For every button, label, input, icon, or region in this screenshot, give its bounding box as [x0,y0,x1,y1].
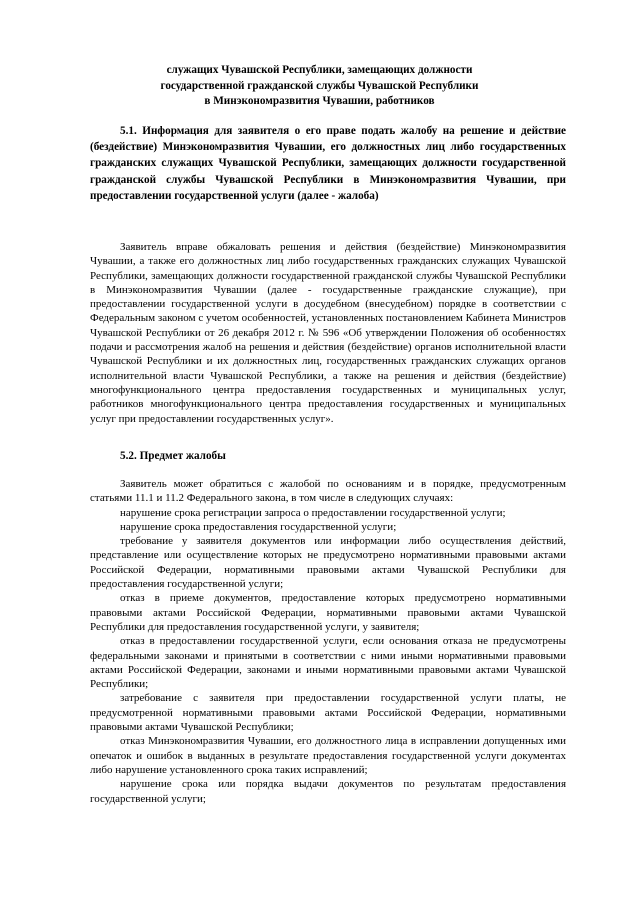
list-item: отказ Минэкономразвития Чувашии, его должностного лица в исправлении допущенных ими опечаток и ошибок в выданных в результате предоставления государственной услуги документах либо нарушение установленного срока таких исправлений; [90,735,566,776]
section-5-2-heading: 5.2. Предмет жалобы [120,450,226,462]
list-item: отказ в предоставлении государственной услуги, если основания отказа не предусмотрены федеральными законами и принятыми в соответствии с ними иными нормативными правовыми актами Российской Федерации, законами и иными нормативными правовыми актами Чувашской Республики; [90,635,566,691]
section-5-1-heading: 5.1. Информация для заявителя о его праве подать жалобу на решение и действие (бездействие) Минэкономразвития Чувашии, его должностных лиц либо государственных гражданских служащих Чувашской Республики, замещающих должности государственной гражданской службы Чувашской Республики в Минэкономразвития Чувашии, при предоставлении государственной услуги (далее - жалоба) [90,125,566,202]
header-line-3: в Минэкономразвития Чувашии, работников [204,95,435,107]
list-item: затребование с заявителя при предоставлении государственной услуги платы, не предусмотренной нормативными правовыми актами Российской Федерации, нормативными правовыми актами Чувашской Республики; [90,692,566,734]
list-item: требование у заявителя документов или информации либо осуществления действий, представление или осуществление которых не предусмотрено нормативными правовыми актами Российской Федерации, нормативными правовыми актами Чувашской Республики для предоставления государственной услуги; [90,535,566,591]
section-5-1-paragraph: Заявитель вправе обжаловать решения и действия (бездействие) Минэкономразвития Чувашии, а также его должностных лиц либо государственных гражданских служащих Чувашской Республики, замещающих должности государственной гражданской службы Чувашской Республики в Минэкономразвития Чувашии (далее - государственные гражданские служащие), при предоставлении государственной услуги в досудебном (внесудебном) порядке в соответствии с Федеральным законом с учетом особенностей, установленных постановлением Кабинета Министров Чувашской Республики от 26 декабря 2012 г. № 596 «Об утверждении Положения об особенностях подачи и рассмотрения жалоб на решения и действия (бездействие) органов исполнительной власти Чувашской Республики и их должностных лиц, государственных гражданских служащих органов исполнительной власти Чувашской Республики, а также на решения и действия (бездействие) многофункционального центра предоставления государственных и муниципальных услуг, работников многофункционального центра предоставления государственных и муниципальных услуг при предоставлении государственных услуг». [90,241,566,425]
list-item: нарушение срока предоставления государственной услуги; [120,520,397,533]
document-header [90,63,549,110]
header-line-1: служащих Чувашской Республики, замещающих должности [166,64,473,76]
header-line-2: государственной гражданской службы Чувашской Республики [160,79,479,92]
section-5-2-intro: Заявитель может обратиться с жалобой по основаниям и в порядке, предусмотренным статьями 11.1 и 11.2 Федерального закона, в том числе в следующих случаях: [90,478,566,505]
list-item: отказ в приеме документов, предоставление которых предусмотрено нормативными правовыми актами Российской Федерации, нормативными правовыми актами Чувашской Республики для предоставления государственной услуги, у заявителя; [90,592,566,633]
list-item: нарушение срока или порядка выдачи документов по результатам предоставления государственной услуги; [90,778,566,805]
section-5-2-body [90,477,566,806]
list-item: нарушение срока регистрации запроса о предоставлении государственной услуги; [120,506,506,519]
